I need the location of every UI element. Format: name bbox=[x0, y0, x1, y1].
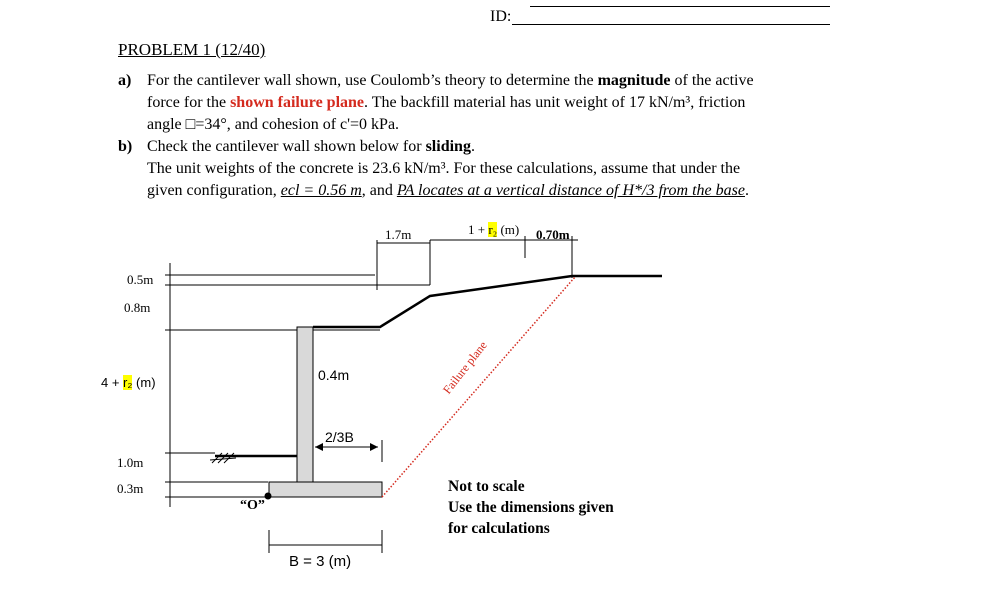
part-b-line1: Check the cantilever wall shown below for sliding. bbox=[147, 138, 475, 155]
note-line-2: Use the dimensions given bbox=[448, 499, 614, 516]
part-b-label: b) bbox=[118, 138, 133, 155]
base-width-label: B = 3 (m) bbox=[289, 553, 352, 570]
part-a-label: a) bbox=[118, 72, 132, 89]
part-a-line2: force for the shown failure plane. The backfill material has unit weight of 17 kN/m³, friction bbox=[147, 94, 746, 111]
stem-thickness-label: 0.4m bbox=[318, 367, 350, 383]
dim-top-right: 0.70m bbox=[536, 227, 570, 242]
part-b-line2: The unit weights of the concrete is 23.6 kN/m³. For these calculations, assume that under the bbox=[147, 160, 741, 177]
problem-title: PROBLEM 1 (12/40) bbox=[118, 40, 266, 59]
dim-left-5: 0.3m bbox=[117, 481, 144, 496]
origin-label: “O” bbox=[240, 498, 265, 513]
id-label: ID: bbox=[490, 8, 512, 25]
part-a-line3: angle □=34°, and cohesion of c'=0 kPa. bbox=[147, 116, 400, 133]
backfill-surface bbox=[313, 276, 662, 327]
dim-left-1: 0.5m bbox=[127, 272, 154, 287]
ground-hatch-icon bbox=[210, 453, 236, 463]
toe-ratio-label: 2/3B bbox=[325, 429, 354, 445]
dim-top-left: 1.7m bbox=[385, 227, 412, 242]
note-line-3: for calculations bbox=[448, 520, 550, 537]
dim-left-2: 0.8m bbox=[124, 300, 151, 315]
wall-base bbox=[269, 482, 382, 497]
failure-plane-line bbox=[382, 277, 575, 497]
origin-point-icon bbox=[265, 493, 272, 500]
wall-stem bbox=[297, 327, 313, 482]
dim-top-mid: 1 + r₂ (m) bbox=[468, 222, 520, 237]
note-block bbox=[448, 476, 614, 539]
part-a-line1: For the cantilever wall shown, use Coulomb’s theory to determine the magnitude of the active bbox=[147, 72, 754, 89]
note-line-1: Not to scale bbox=[448, 478, 525, 495]
failure-plane-label: Failure plane bbox=[440, 338, 490, 397]
dim-left-4: 1.0m bbox=[117, 455, 144, 470]
part-b-line3: given configuration, ecl = 0.56 m, and PA locates at a vertical distance of H*/3 from the base. bbox=[147, 182, 749, 199]
dim-left-3: 4 + r₂ (m) bbox=[101, 375, 156, 390]
